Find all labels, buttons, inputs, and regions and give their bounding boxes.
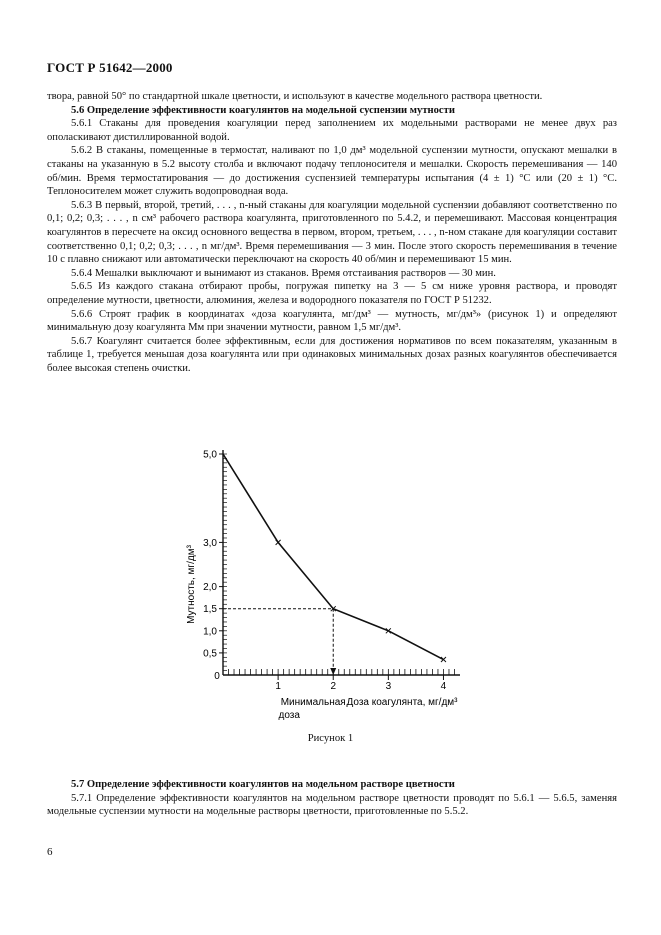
x-axis-label: Доза коагулянта, мг/дм³ [346,697,458,708]
y-tick-label: 1,5 [203,604,217,616]
y-axis-label: Мутность, мг/дм³ [186,545,197,624]
para-5-6-3: 5.6.3 В первый, второй, третий, . . . , n-ный стаканы для коагуляции модельной суспензии добавляют соответственно по 0,1; 0,2; 0,3; . . . , n см³ рабочего раствора коагулянта, приготовленного по 5.4.2, и перемешивают. Массовая концентрация коагулянтов в пересчете на оксид основного вещества в первом, втором, третьем, . . . , n-ном стакане для коагуляции составит соответственно 0,1; 0,2; 0,3; . . . , n мг/дм³. Время перемешивания — 3 мин. После этого скорость перемешивания в течение 10 с плавно снижают или автоматически переключают на скорость 40 об/мин и перемешивают 15 мин. [47,199,617,266]
text-block-5-7 [47,778,617,819]
x-tick-label: 4 [440,681,447,692]
figure-caption: Рисунок 1 [307,733,354,744]
page-number: 6 [47,846,53,858]
continued-paragraph: твора, равной 50° по стандартной шкале цветности, и используют в качестве модельного раствора цветности. [47,91,543,102]
y-tick-label: 2,0 [203,582,217,594]
y-tick-label: 5,0 [203,449,217,461]
data-point [441,657,446,662]
data-point [276,540,281,545]
min-dose-label-line1: Минимальная [280,697,346,708]
document-header: ГОСТ Р 51642—2000 [47,60,173,75]
min-dose-label-line2: доза [278,710,300,720]
section-5-6-heading: 5.6 Определение эффективности коагулянтов на модельной суспензии мутности [71,104,455,116]
x-tick-label: 0 [214,671,220,682]
para-5-6-4: 5.6.4 Мешалки выключают и вынимают из стаканов. Время отстаивания растворов — 30 мин. [71,267,496,279]
y-tick-label: 0,5 [203,648,217,660]
chart-svg [170,440,490,720]
reference-arrow-head [330,668,336,675]
para-5-6-5: 5.6.5 Из каждого стакана отбирают пробы, погружая пипетку на 3 — 5 см ниже уровня раствора, и проводят определение мутности, цветности, алюминия, железа и водородного показателя по ГОСТ Р 51232. [47,281,617,306]
para-5-6-2: 5.6.2 В стаканы, помещенные в термостат, наливают по 1,0 дм³ модельной суспензии мутности, опускают мешалки в стаканы на указанную в 5.2 высоту столба и включают подачу теплоносителя и мешалки. Скорость перемешивания — 140 об/мин. Время термостатирования — до достижения суспензией температуры испытания (4 ± 1) °С или (20 ± 1) °С. Теплоносителем может служить водопроводная вода. [47,145,617,198]
para-5-6-7: 5.6.7 Коагулянт считается более эффективным, если для достижения нормативов по всем показателям, указанным в таблице 1, требуется меньшая доза коагулянта или при одинаковых минимальных дозах разных коагулянтов обеспечивается более высокая степень очистки. [47,335,617,374]
text-block-5-6 [47,90,617,375]
section-5-7-heading: 5.7 Определение эффективности коагулянтов на модельном растворе цветности [71,779,455,790]
x-tick-label: 2 [330,681,337,692]
y-tick-label: 1,0 [203,626,217,638]
y-tick-label: 3,0 [203,537,217,549]
x-tick-label: 3 [385,681,392,692]
para-5-6-1: 5.6.1 Стаканы для проведения коагуляции перед заполнением их модельными растворами не менее двух раз ополаскивают дистиллированной водой. [47,118,617,143]
para-5-7-1: 5.7.1 Определение эффективности коагулянтов на модельном растворе цветности проводят по 5.6.1 — 5.6.5, заменяя модельные суспензии мутности на модельные растворы цветности, приготовленные по 5.5.2. [47,792,617,818]
para-5-6-6: 5.6.6 Строят график в координатах «доза коагулянта, мг/дм³ — мутность, мг/дм³» (рисунок 1) и определяют минимальную дозу коагулянта Мм при значении мутности, равном 1,5 мг/дм³. [47,308,617,334]
x-tick-label: 1 [275,681,281,692]
figure-1-chart [170,440,490,720]
